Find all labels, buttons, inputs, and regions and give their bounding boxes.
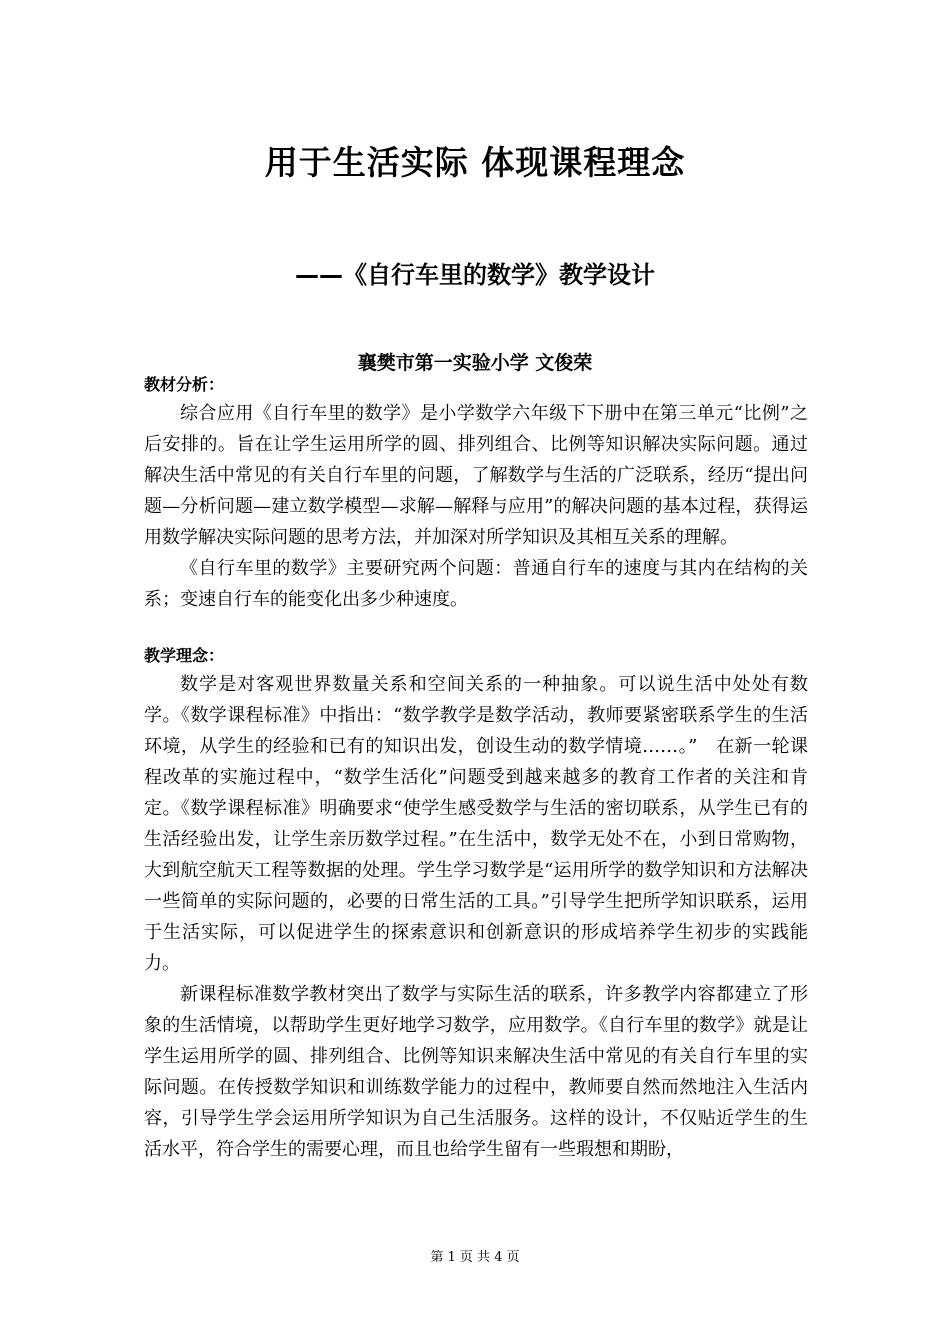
section-heading-teaching-philosophy: 教学理念：	[144, 646, 225, 665]
page-footer: 第 1 页 共 4 页	[430, 1250, 520, 1265]
paragraph: 新课程标准数学教材突出了数学与实际生活的联系，许多教学内容都建立了形象的生活情境，以帮助学生更好地学习数学，应用数学。《自行车里的数学》就是让学生运用所学的圆、排列组合、比例等知识来解决生活中常见的有关自行车里的实际问题。在传授数学知识和训练数学能力的过程中，教师要自然而然地注入生活内容，引导学生学会运用所学知识为自己生活服务。这样的设计，不仅贴近学生的生活水平，符合学生的需要心理，而且也给学生留有一些瑕想和期盼，	[144, 984, 808, 1160]
author-line: 襄樊市第一实验小学 文俊荣	[357, 352, 593, 374]
section-heading-textbook-analysis: 教材分析：	[144, 375, 225, 394]
paragraph: 综合应用《自行车里的数学》是小学数学六年级下下册中在第三单元“比例”之后安排的。旨在让学生运用所学的圆、排列组合、比例等知识解决实际问题。通过解决生活中常见的有关自行车里的问题，了解数学与生活的广泛联系，经历“提出问题—分析问题—建立数学模型—求解—解释与应用”的解决问题的基本过程，获得运用数学解决实际问题的思考方法，并加深对所学知识及其相互关系的理解。	[144, 403, 808, 548]
document-body	[144, 372, 808, 1165]
section-spacer	[144, 615, 808, 643]
document-subtitle: ——《自行车里的数学》教学设计	[295, 261, 655, 289]
paragraph: 《自行车里的数学》主要研究两个问题：普通自行车的速度与其内在结构的关系；变速自行车的能变化出多少种速度。	[144, 558, 808, 610]
paragraph: 数学是对客观世界数量关系和空间关系的一种抽象。可以说生活中处处有数学。《数学课程标准》中指出：“数学教学是数学活动，教师要紧密联系学生的生活环境，从学生的经验和已有的知识出发，创设生动的数学情境……。” 在新一轮课程改革的实施过程中，“数学生活化”问题受到越来越多的教育工作者的关注和肯定。《数学课程标准》明确要求“使学生感受数学与生活的密切联系，从学生已有的生活经验出发，让学生亲历数学过程。”在生活中，数学无处不在，小到日常购物，大到航空航天工程等数据的处理。学生学习数学是“运用所学的数学知识和方法解决一些简单的实际问题的，必要的日常生活的工具。”引导学生把所学知识联系，运用于生活实际，可以促进学生的探索意识和创新意识的形成培养学生初步的实践能力。	[144, 674, 808, 974]
document-title: 用于生活实际 体现课程理念	[264, 143, 686, 182]
